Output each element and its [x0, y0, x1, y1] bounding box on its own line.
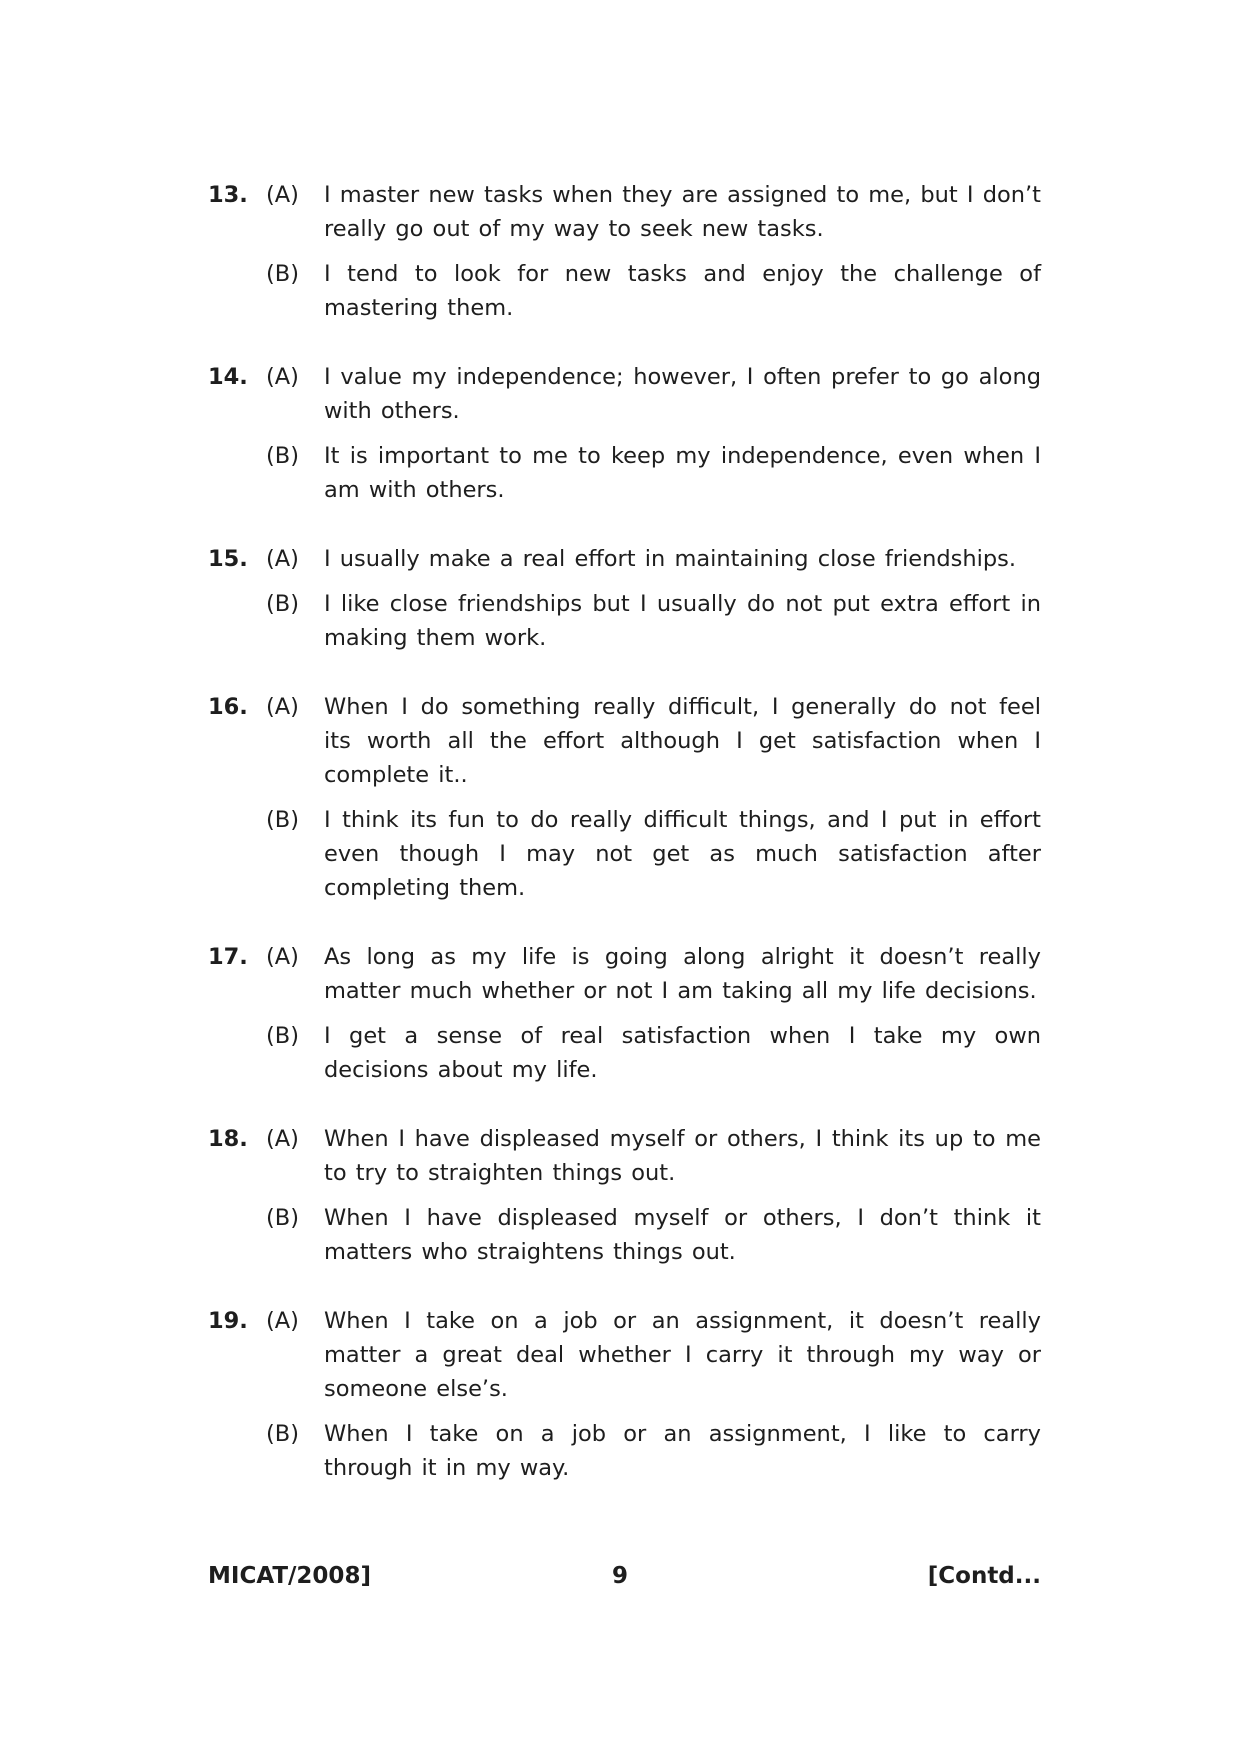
option-letter: (A)	[266, 1126, 299, 1152]
question-option	[208, 257, 1041, 325]
option-text: I usually make a real effort in maintaining close friendships.	[324, 546, 1017, 572]
question-option	[208, 1019, 1041, 1087]
question-option	[208, 178, 1041, 246]
page-footer	[208, 1563, 1041, 1603]
question-13	[208, 178, 1041, 325]
option-letter: (B)	[266, 443, 299, 469]
option-letter: (B)	[266, 261, 299, 287]
option-letter: (A)	[266, 944, 299, 970]
option-letter: (B)	[266, 1205, 299, 1231]
question-number: 18.	[208, 1126, 248, 1152]
option-letter: (A)	[266, 364, 299, 390]
question-option	[208, 360, 1041, 428]
option-letter: (A)	[266, 694, 299, 720]
option-text: When I have displeased myself or others, I think its up to me to try to straighten things out.	[324, 1126, 1041, 1186]
question-15	[208, 542, 1041, 655]
footer-continued: [Contd...	[927, 1563, 1041, 1589]
option-text: It is important to me to keep my independence, even when I am with others.	[324, 443, 1041, 503]
question-16	[208, 690, 1041, 905]
option-text: When I take on a job or an assignment, it doesn’t really matter a great deal whether I carry it through my way or someone else’s.	[324, 1308, 1041, 1402]
question-14	[208, 360, 1041, 507]
question-number: 16.	[208, 694, 248, 720]
footer-page-number: 9	[612, 1563, 629, 1589]
question-option	[208, 690, 1041, 792]
option-text: As long as my life is going along alright it doesn’t really matter much whether or not I am taking all my life decisions.	[324, 944, 1041, 1004]
option-text: I get a sense of real satisfaction when I take my own decisions about my life.	[324, 1023, 1041, 1083]
option-letter: (B)	[266, 1421, 299, 1447]
option-text: When I do something really difficult, I generally do not feel its worth all the effort although I get satisfaction when I complete it..	[324, 694, 1041, 788]
option-text: I value my independence; however, I often prefer to go along with others.	[324, 364, 1041, 424]
option-letter: (A)	[266, 182, 299, 208]
question-option	[208, 1304, 1041, 1406]
question-option	[208, 439, 1041, 507]
option-text: When I have displeased myself or others, I don’t think it matters who straightens things out.	[324, 1205, 1041, 1265]
question-number: 19.	[208, 1308, 248, 1334]
option-letter: (B)	[266, 807, 299, 833]
question-number: 17.	[208, 944, 248, 970]
question-number: 15.	[208, 546, 248, 572]
option-letter: (B)	[266, 1023, 299, 1049]
question-option	[208, 1122, 1041, 1190]
question-18	[208, 1122, 1041, 1269]
question-number: 13.	[208, 182, 248, 208]
option-text: I master new tasks when they are assigned to me, but I don’t really go out of my way to seek new tasks.	[324, 182, 1041, 242]
question-number: 14.	[208, 364, 248, 390]
option-letter: (A)	[266, 1308, 299, 1334]
option-letter: (A)	[266, 546, 299, 572]
footer-exam-code: MICAT/2008]	[208, 1563, 371, 1589]
question-option	[208, 542, 1041, 576]
option-letter: (B)	[266, 591, 299, 617]
question-17	[208, 940, 1041, 1087]
option-text: I like close friendships but I usually do not put extra effort in making them work.	[324, 591, 1041, 651]
question-option	[208, 940, 1041, 1008]
option-text: I think its fun to do really difficult things, and I put in effort even though I may not get as much satisfaction after completing them.	[324, 807, 1041, 901]
option-text: I tend to look for new tasks and enjoy the challenge of mastering them.	[324, 261, 1041, 321]
question-option	[208, 1201, 1041, 1269]
question-option	[208, 587, 1041, 655]
question-option	[208, 803, 1041, 905]
option-text: When I take on a job or an assignment, I like to carry through it in my way.	[324, 1421, 1041, 1481]
question-option	[208, 1417, 1041, 1485]
question-19	[208, 1304, 1041, 1485]
question-list	[208, 178, 1041, 1520]
